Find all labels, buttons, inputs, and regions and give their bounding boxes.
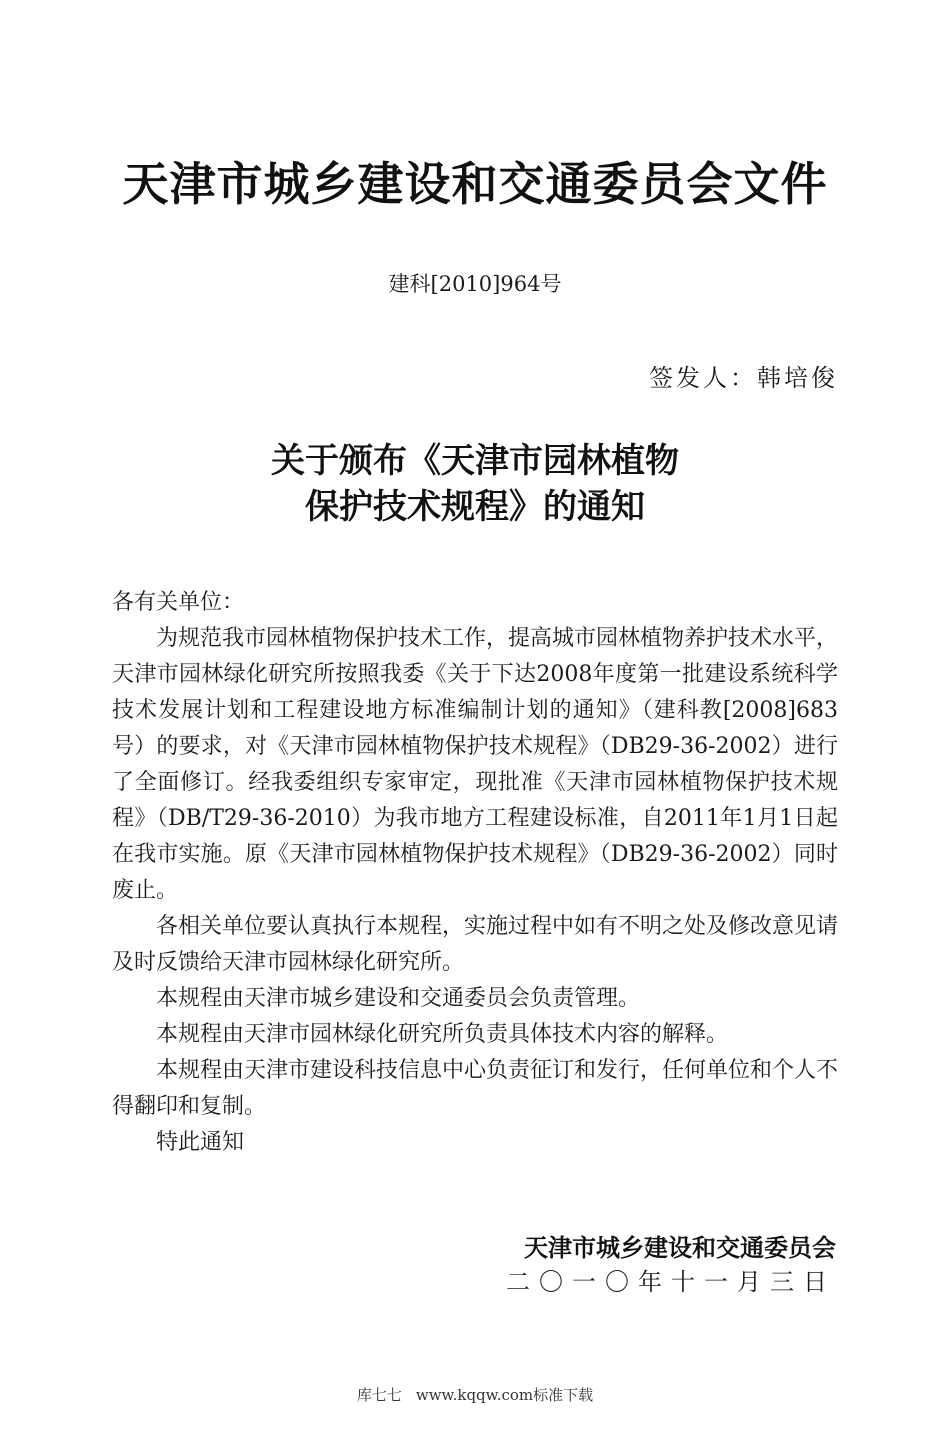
footer-site-link[interactable]: www.kqqw.com标准下载	[415, 1386, 594, 1404]
notice-title	[0, 438, 950, 530]
salutation: 各有关单位：	[112, 590, 245, 615]
closing-line: 特此通知	[156, 1130, 245, 1155]
document-number: 建科[2010]964号	[388, 272, 562, 296]
paragraph-3: 本规程由天津市城乡建设和交通委员会负责管理。	[156, 986, 641, 1011]
paragraph-2: 各相关单位要认真执行本规程，实施过程中如有不明之处及修改意见请及时反馈给天津市园林绿化研究所。	[112, 914, 839, 975]
masthead-title: 天津市城乡建设和交通委员会文件	[122, 157, 828, 211]
notice-body	[112, 585, 838, 1161]
footer-label: 库七七	[356, 1386, 402, 1404]
paragraph-1: 为规范我市园林植物保护技术工作，提高城市园林植物养护技术水平，天津市园林绿化研究所按照我委《关于下达2008年度第一批建设系统科学技术发展计划和工程建设地方标准编制计划的通知》（建科教[2008]683号）的要求，对《天津市园林植物保护技术规程》（DB29-36-2002）进行了全面修订。经我委组织专家审定，现批准《天津市园林植物保护技术规程》（DB/T29-36-2010）为我市地方工程建设标准，自2011年1月1日起在我市实施。原《天津市园林植物保护技术规程》（DB29-36-2002）同时废止。	[112, 626, 839, 903]
notice-title-line-2: 保护技术规程》的通知	[305, 487, 645, 527]
signature-date: 二〇一〇年十一月三日	[506, 1268, 836, 1296]
paragraph-5: 本规程由天津市建设科技信息中心负责征订和发行，任何单位和个人不得翻印和复制。	[112, 1058, 839, 1119]
signer-line: 签发人：韩培俊	[649, 364, 838, 392]
signature-organization: 天津市城乡建设和交通委员会	[524, 1234, 836, 1262]
notice-title-line-1: 关于颁布《天津市园林植物	[271, 441, 679, 481]
paragraph-4: 本规程由天津市园林绿化研究所负责具体技术内容的解释。	[156, 1022, 729, 1047]
page-footer	[0, 1384, 950, 1405]
